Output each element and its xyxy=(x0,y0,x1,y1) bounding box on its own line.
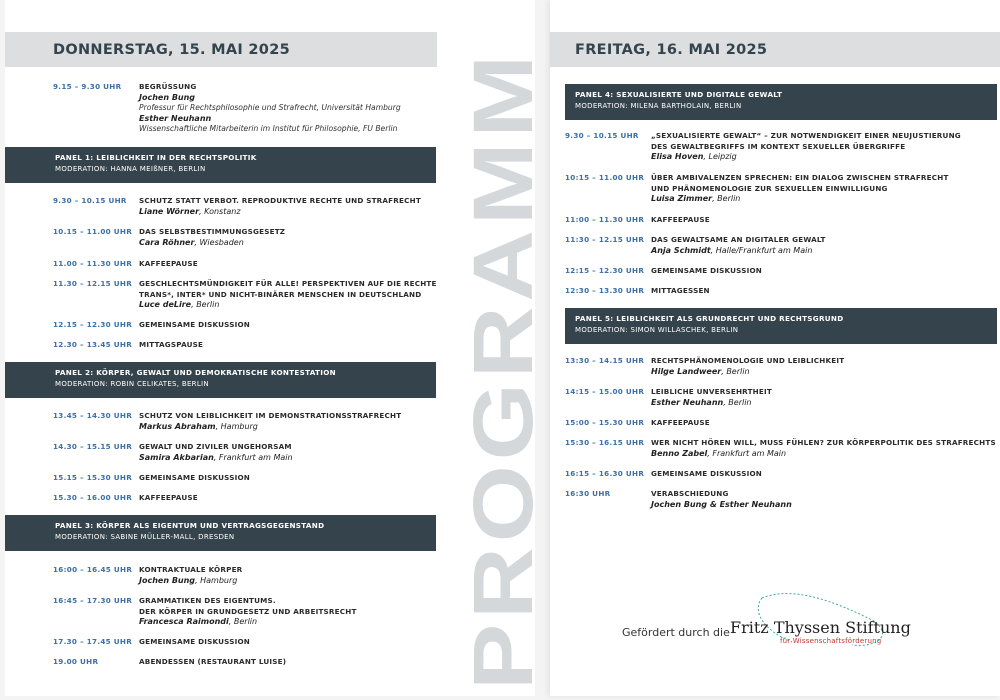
panel-title: PANEL 5: LEIBLICHKEIT ALS GRUNDRECHT UND RECHTSGRUND xyxy=(575,314,844,323)
speaker-place: , Hamburg xyxy=(215,421,258,431)
speaker-place: , Berlin xyxy=(721,366,750,376)
programm-watermark-svg xyxy=(456,30,550,700)
item-speaker xyxy=(139,576,439,587)
panel-title: PANEL 1: LEIBLICHKEIT IN DER RECHTSPOLITIK xyxy=(55,153,257,162)
speaker-place: , Wiesbaden xyxy=(194,237,244,247)
item-time: 9.30 – 10.15 UHR xyxy=(565,131,639,140)
speaker-name: Jochen Bung xyxy=(139,575,196,585)
speaker-place: , Berlin xyxy=(712,194,741,203)
panel-moderation: MODERATION: SABINE MÜLLER-MALL, DRESDEN xyxy=(55,533,235,541)
item-time: 10.15 – 11.00 UHR xyxy=(53,227,133,236)
item-time: 9.30 – 10.15 UHR xyxy=(53,196,127,205)
item-title-line2: DER KÖRPER IN GRUNDGESETZ UND ARBEITSRECHT xyxy=(139,606,357,616)
speaker-name: Markus Abraham xyxy=(139,421,216,431)
panel-header-4 xyxy=(565,84,997,120)
item-time: 15.15 – 15.30 UHR xyxy=(53,473,133,482)
item-title: SCHUTZ STATT VERBOT. REPRODUKTIVE RECHTE UND STRAFRECHT xyxy=(139,196,421,205)
item-speaker xyxy=(139,617,439,628)
speaker-name: Samira Akbarian xyxy=(139,452,214,462)
item-title: KAFFEEPAUSE xyxy=(651,215,710,224)
speaker-name: Anja Schmidt xyxy=(651,245,711,255)
item-time: 10:15 – 11.00 UHR xyxy=(565,173,645,182)
speaker-place: , Frankfurt am Main xyxy=(213,452,293,462)
item-title-line2: TRANS*, INTER* UND NICHT-BINÄRER MENSCHEN IN DEUTSCHLAND xyxy=(139,289,422,299)
speaker-name: Jochen Bung & Esther Neuhann xyxy=(651,499,792,509)
panel-header-5 xyxy=(565,308,997,344)
item-title: DAS SELBSTBESTIMMUNGSGESETZ xyxy=(139,227,286,236)
item-time: 16:45 – 17.30 UHR xyxy=(53,596,133,605)
speaker-name: Luce deLire xyxy=(139,300,192,309)
item-speaker xyxy=(139,238,439,249)
panel-header-3 xyxy=(5,515,436,551)
speaker-place: , Halle/Frankfurt am Main xyxy=(710,245,813,255)
speaker-place: , Frankfurt am Main xyxy=(707,448,787,458)
item-speaker xyxy=(651,367,951,378)
item-title: GEMEINSAME DISKUSSION xyxy=(139,473,250,482)
item-speaker: Esther Neuhann xyxy=(139,113,212,123)
panel-title: PANEL 2: KÖRPER, GEWALT UND DEMOKRATISCHE KONTESTATION xyxy=(55,368,336,377)
item-title: GESCHLECHTSMÜNDIGKEIT FÜR ALLE! PERSPEKTIVEN AUF DIE RECHTE xyxy=(139,279,437,288)
speaker-name: Elisa Hoven xyxy=(651,152,704,161)
speaker-name: Liane Wörner xyxy=(139,206,200,216)
item-speaker xyxy=(139,207,439,218)
item-affiliation: Professur für Rechtsphilosophie und Strafrecht, Universität Hamburg xyxy=(139,103,401,112)
sponsor-block xyxy=(622,590,922,650)
item-time: 13:30 – 14.15 UHR xyxy=(565,356,645,365)
item-title: GRAMMATIKEN DES EIGENTUMS. xyxy=(139,596,276,605)
sponsor-subtitle: für Wissenschaftsförderung xyxy=(780,637,882,645)
panel-header-2 xyxy=(5,362,436,398)
item-speaker: Jochen Bung xyxy=(139,92,196,102)
item-title-line2: DES GEWALTBEGRIFFS IM KONTEXT SEXUELLER ÜBERGRIFFE xyxy=(651,141,906,151)
item-time: 14:15 – 15.00 UHR xyxy=(565,387,645,396)
sponsor-name: Fritz Thyssen Stiftung xyxy=(730,618,911,637)
item-time: 12.30 – 13.45 UHR xyxy=(53,340,133,349)
item-title: RECHTSPHÄNOMENOLOGIE UND LEIBLICHKEIT xyxy=(651,356,845,365)
item-time: 12.15 – 12.30 UHR xyxy=(53,320,133,329)
item-speaker xyxy=(651,194,951,205)
item-title: LEIBLICHE UNVERSEHRTHEIT xyxy=(651,387,772,396)
item-title: VERABSCHIEDUNG xyxy=(651,489,729,498)
panel-header-1 xyxy=(5,147,436,183)
panel-moderation: MODERATION: ROBIN CELIKATES, BERLIN xyxy=(55,380,209,388)
item-time: 15:00 – 15.30 UHR xyxy=(565,418,645,427)
speaker-place: , Konstanz xyxy=(199,206,241,216)
speaker-name: Cara Röhner xyxy=(139,237,195,247)
item-time: 11.30 – 12.15 UHR xyxy=(53,279,133,288)
programm-watermark xyxy=(456,30,550,700)
watermark-text: PROGRAMM xyxy=(456,149,550,690)
item-time: 14.30 – 15.15 UHR xyxy=(53,442,133,451)
item-title: GEMEINSAME DISKUSSION xyxy=(651,266,762,275)
item-title: KAFFEEPAUSE xyxy=(651,418,710,427)
item-title: KAFFEEPAUSE xyxy=(139,259,198,268)
item-title: MITTAGSPAUSE xyxy=(139,340,204,349)
item-title: MITTAGESSEN xyxy=(651,286,710,295)
item-title: GEMEINSAME DISKUSSION xyxy=(651,469,762,478)
panel-title: PANEL 3: KÖRPER ALS EIGENTUM UND VERTRAGSGEGENSTAND xyxy=(55,521,325,530)
item-time: 11:30 – 12.15 UHR xyxy=(565,235,645,244)
item-time: 12:30 – 13.30 UHR xyxy=(565,286,645,295)
item-time: 16:00 – 16.45 UHR xyxy=(53,565,133,574)
item-title: GEWALT UND ZIVILER UNGEHORSAM xyxy=(139,442,292,451)
item-speaker xyxy=(651,152,951,163)
speaker-place: , Berlin xyxy=(228,617,258,626)
item-time: 13.45 – 14.30 UHR xyxy=(53,411,133,420)
item-title: WER NICHT HÖREN WILL, MUSS FÜHLEN? ZUR KÖRPERPOLITIK DES STRAFRECHTS xyxy=(651,438,996,447)
item-title: KONTRAKTUALE KÖRPER xyxy=(139,565,243,574)
item-time: 15:30 – 16.15 UHR xyxy=(565,438,645,447)
speaker-place: , Berlin xyxy=(191,300,220,309)
sponsor-label: Gefördert durch die xyxy=(622,626,730,639)
item-title: ÜBER AMBIVALENZEN SPRECHEN: EIN DIALOG ZWISCHEN STRAFRECHT xyxy=(651,173,949,182)
speaker-place: , Leipzig xyxy=(703,152,737,161)
item-time: 17.30 – 17.45 UHR xyxy=(53,637,133,646)
speaker-place: , Hamburg xyxy=(195,575,238,585)
item-speaker xyxy=(651,398,951,409)
item-time: 11:00 – 11.30 UHR xyxy=(565,215,645,224)
speaker-name: Luisa Zimmer xyxy=(651,194,713,203)
speaker-place: , Berlin xyxy=(723,397,752,407)
panel-title: PANEL 4: SEXUALISIERTE UND DIGITALE GEWALT xyxy=(575,90,783,99)
speaker-name: Hilge Landweer xyxy=(651,366,722,376)
item-title: SCHUTZ VON LEIBLICHKEIT IM DEMONSTRATIONSSTRAFRECHT xyxy=(139,411,402,420)
day-heading-thursday: DONNERSTAG, 15. MAI 2025 xyxy=(5,32,437,67)
panel-moderation: MODERATION: MILENA BARTHOLAIN, BERLIN xyxy=(575,102,742,110)
item-title: ABENDESSEN (RESTAURANT LUISE) xyxy=(139,657,287,666)
panel-moderation: MODERATION: SIMON WILLASCHEK, BERLIN xyxy=(575,326,739,334)
item-time: 12:15 – 12.30 UHR xyxy=(565,266,645,275)
item-title: DAS GEWALTSAME AN DIGITALER GEWALT xyxy=(651,235,826,244)
item-speaker xyxy=(139,453,439,464)
speaker-name: Francesca Raimondi xyxy=(139,617,229,626)
item-time: 19.00 UHR xyxy=(53,657,99,666)
speaker-name: Esther Neuhann xyxy=(651,397,724,407)
item-time: 16:15 – 16.30 UHR xyxy=(565,469,645,478)
item-title: „SEXUALISIERTE GEWALT“ – ZUR NOTWENDIGKEIT EINER NEUJUSTIERUNG xyxy=(651,131,961,140)
item-time: 15.30 – 16.00 UHR xyxy=(53,493,133,502)
item-title: GEMEINSAME DISKUSSION xyxy=(139,637,250,646)
item-title: KAFFEEPAUSE xyxy=(139,493,198,502)
item-time: 11.00 – 11.30 UHR xyxy=(53,259,133,268)
day-heading-friday: FREITAG, 16. MAI 2025 xyxy=(550,32,1000,67)
item-speaker xyxy=(139,300,439,311)
item-title: BEGRÜSSUNG xyxy=(139,82,197,91)
item-speaker xyxy=(651,500,951,511)
item-speaker xyxy=(139,422,439,433)
item-affiliation: Wissenschaftliche Mitarbeiterin im Institut für Philosophie, FU Berlin xyxy=(139,124,398,133)
item-speaker xyxy=(651,449,951,460)
item-time: 16:30 UHR xyxy=(565,489,611,498)
item-time: 9.15 – 9.30 UHR xyxy=(53,82,122,91)
panel-moderation: MODERATION: HANNA MEIßNER, BERLIN xyxy=(55,165,206,173)
item-title-line2: UND PHÄNOMENOLOGIE ZUR SEXUELLEN EINWILLIGUNG xyxy=(651,183,888,193)
speaker-name: Benno Zabel xyxy=(651,448,708,458)
item-title: GEMEINSAME DISKUSSION xyxy=(139,320,250,329)
item-speaker xyxy=(651,246,951,257)
